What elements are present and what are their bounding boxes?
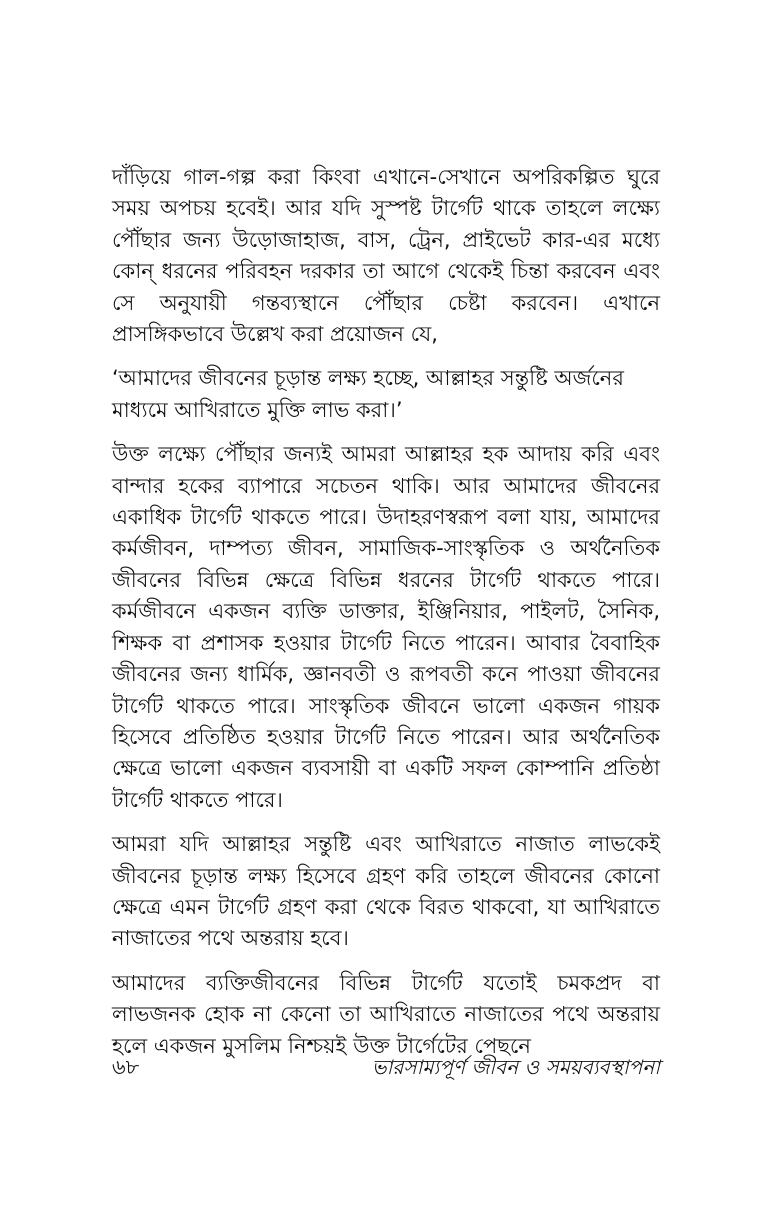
running-title: ভারসাম্যপূর্ণ জীবন ও সময়ব্যবস্থাপনা <box>371 1055 660 1079</box>
page-number: ৬৮ <box>112 1055 140 1079</box>
paragraph-1: দাঁড়িয়ে গাল-গল্প করা কিংবা এখানে-সেখানে অপরিকল্পিত ঘুরে সময় অপচয় হবেই। আর যদি সুস্পষ্ট টার্গেট থাকে তাহলে লক্ষ্যে পৌঁছার জন্য উড়োজাহাজ, বাস, ট্রেন, প্রাইভেট কার-এর মধ্যে কোন্ ধরনের পরিবহন দরকার তা আগে থেকেই চিন্তা করবেন এবং সে অনুযায়ী গন্তব্যস্থানে পৌঁছার চেষ্টা করবেন। এখানে প্রাসঙ্গিকভাবে উল্লেখ করা প্রয়োজন যে, <box>112 165 660 347</box>
body-text <box>112 162 660 1075</box>
paragraph-3: আমরা যদি আল্লাহর সন্তুষ্টি এবং আখিরাতে নাজাত লাভকেই জীবনের চূড়ান্ত লক্ষ্য হিসেবে গ্রহণ করি তাহলে জীবনের কোনো ক্ষেত্রে এমন টার্গেট গ্রহণ করা থেকে বিরত থাকবো, যা আখিরাতে নাজাতের পথে অন্তরায় হবে। <box>112 832 660 951</box>
paragraph-4: আমাদের ব্যক্তিজীবনের বিভিন্ন টার্গেট যতোই চমকপ্রদ বা লাভজনক হোক না কেনো তা আখিরাতে নাজাতের পথে অন্তরায় হলে একজন মুসলিম নিশ্চয়ই উক্ত টার্গেটের পেছনে <box>112 970 660 1058</box>
quoted-statement: ‘আমাদের জীবনের চূড়ান্ত লক্ষ্য হচ্ছে, আল্লাহর সন্তুষ্টি অর্জনের মাধ্যমে আখিরাতে মুক্তি লাভ করা।’ <box>112 366 624 422</box>
paragraph-2: উক্ত লক্ষ্যে পৌঁছার জন্যই আমরা আল্লাহর হক আদায় করি এবং বান্দার হকের ব্যাপারে সচেতন থাকি। আর আমাদের জীবনের একাধিক টার্গেট থাকতে পারে। উদাহরণস্বরূপ বলা যায়, আমাদের কর্মজীবন, দাম্পত্য জীবন, সামাজিক-সাংস্কৃতিক ও অর্থনৈতিক জীবনের বিভিন্ন ক্ষেত্রে বিভিন্ন ধরনের টার্গেট থাকতে পারে। কর্মজীবনে একজন ব্যক্তি ডাক্তার, ইঞ্জিনিয়ার, পাইলট, সৈনিক, শিক্ষক বা প্রশাসক হওয়ার টার্গেট নিতে পারেন। আবার বৈবাহিক জীবনের জন্য ধার্মিক, জ্ঞানবতী ও রূপবতী কনে পাওয়া জীবনের টার্গেট থাকতে পারে। সাংস্কৃতিক জীবনে ভালো একজন গায়ক হিসেবে প্রতিষ্ঠিত হওয়ার টার্গেট নিতে পারেন। আর অর্থনৈতিক ক্ষেত্রে ভালো একজন ব্যবসায়ী বা একটি সফল কোম্পানি প্রতিষ্ঠা টার্গেট থাকতে পারে। <box>112 442 660 812</box>
page-footer <box>112 1052 660 1086</box>
